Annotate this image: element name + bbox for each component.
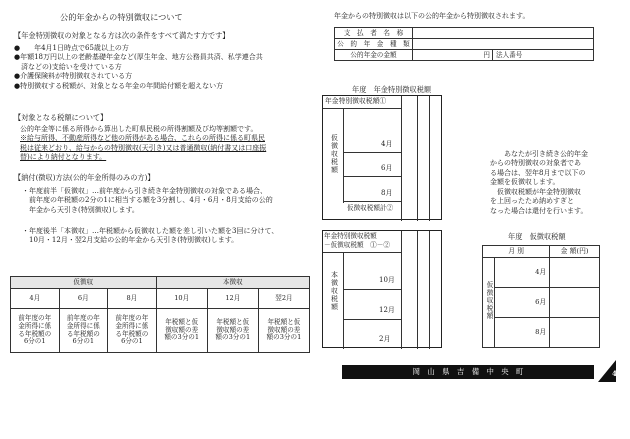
schedule-month: 10月 xyxy=(156,289,207,309)
schedule-month: 12月 xyxy=(207,289,258,309)
next-label-cell: 仮徴収税額 xyxy=(483,258,495,348)
tax-description xyxy=(20,125,320,163)
next-month: 4月 xyxy=(495,258,550,288)
note-line: 仮徴収税額が年金特別徴収 xyxy=(497,187,581,196)
condition-item: ●介護保険料が特別徴収されている方 xyxy=(14,72,133,81)
note-line: なった場合は還付を行います。 xyxy=(490,206,588,215)
schedule-month: 翌2月 xyxy=(258,289,309,309)
refund-note xyxy=(490,150,620,216)
main-month: 12月 xyxy=(379,306,395,314)
schedule-group-provisional: 仮徴収 xyxy=(11,277,157,289)
tax-line: 税は従来どおり、給与からの特別徴収(天引き)又は普通徴収(納付書又は口座振 xyxy=(20,143,267,152)
tax-heading: 【対象となる税額について】 xyxy=(14,113,108,122)
next-col-month: 月 別 xyxy=(483,246,550,258)
main-label: 本徴収税額 xyxy=(330,271,339,311)
conditions-heading: 【年金特別徴収の対象となる方は次の条件をすべて満たす方です】 xyxy=(14,31,230,40)
method-line: 10月・12月・翌2月支給の公的年金から天引き(特別徴収)します。 xyxy=(22,236,239,245)
tax-line: 公的年金等に係る所得から算出した町県民税の所得割額及び均等割額です。 xyxy=(20,125,258,133)
schedule-cell: 前年度の年 金所得に係 る年税額の 6分の1 xyxy=(108,309,157,353)
after-provisional-formula: －仮徴収税額 ①－② xyxy=(324,241,390,249)
note-line: る場合は、翌年8月まで以下の xyxy=(490,168,586,177)
provisional-month: 6月 xyxy=(381,164,393,172)
condition-item: 済などの)支給いを受けている方 xyxy=(14,62,122,71)
method-provisional xyxy=(22,187,322,215)
method-line: ・年度後半「本徴収」…年税額から仮徴収した額を差し引いた額を3回に分けて、 xyxy=(22,227,279,235)
note-line: からの特別徴収の対象者であ xyxy=(490,159,581,168)
main-month: 10月 xyxy=(379,276,395,284)
tax-form-upper xyxy=(322,95,442,220)
note-line: を上回ったため納めすぎと xyxy=(490,197,574,206)
schedule-cell: 前年度の年 金所得に係 る年税額の 6分の1 xyxy=(11,309,60,353)
next-year-title: 年度 仮徴収税額 xyxy=(508,232,566,241)
schedule-month: 4月 xyxy=(11,289,60,309)
payer-label: 公 的 年 金 種 類 xyxy=(335,39,413,50)
provisional-total-label: 仮徴収税額計② xyxy=(347,204,394,212)
condition-item: ●特別徴収する税額が、対象となる年金の年間給付額を超えない方 xyxy=(14,81,224,90)
tax-amount-1-label: 年金特別徴収税額① xyxy=(325,97,387,105)
next-year-table xyxy=(482,245,600,348)
schedule-month: 8月 xyxy=(108,289,157,309)
schedule-cell: 年税額と仮 徴収額の差 額の3分の1 xyxy=(207,309,258,353)
next-month: 6月 xyxy=(495,288,550,318)
condition-item: ● 年4月1日時点で65歳以上の方 xyxy=(14,44,129,52)
yen-unit: 円 xyxy=(413,50,493,61)
corp-number-label: 法人番号 xyxy=(493,50,594,61)
payer-label: 公的年金の金額 xyxy=(335,50,413,61)
tax-line: ※給与所得、不動産所得など他の所得がある場合、これらの所得に係る町県民 xyxy=(20,134,265,143)
schedule-cell: 前年度の年 金所得に係 る年税額の 6分の1 xyxy=(59,309,108,353)
note-line: あなたが引き続き公的年金 xyxy=(504,150,588,158)
method-line: ・年度前半「仮徴収」…前年度から引き続き年金特別徴収の対象である場合、 xyxy=(22,187,267,195)
schedule-cell: 年税額と仮 徴収額の差 額の3分の1 xyxy=(156,309,207,353)
schedule-group-main: 本徴収 xyxy=(156,277,309,289)
schedule-month: 6月 xyxy=(59,289,108,309)
method-line: 年金から天引き(特別徴収)します。 xyxy=(22,205,139,214)
page-number: 4 xyxy=(612,369,617,378)
payer-table xyxy=(334,27,594,61)
payer-label: 支 払 者 名 称 xyxy=(335,28,413,39)
footer-bar: 岡 山 県 吉 備 中 央 町 xyxy=(342,365,594,379)
next-month: 8月 xyxy=(495,318,550,348)
tax-form-lower xyxy=(322,230,442,348)
condition-item: ●年額18万円以上の老齢基礎年金など(厚生年金、地方公務員共済、私学連合共 xyxy=(14,53,263,62)
main-month: 2月 xyxy=(379,335,391,343)
note-line: 金額を仮徴収します。 xyxy=(490,178,560,187)
tax-line: 替)により納付となります。 xyxy=(20,153,107,162)
method-line: 前年度の年税額の2分の1に相当する額を3分割し、4月・6月・8月支給の公的 xyxy=(22,196,273,205)
tax-year-header: 年度 年金特別徴収税額 xyxy=(352,85,432,94)
provisional-month: 8月 xyxy=(381,189,393,197)
schedule-table xyxy=(10,276,310,353)
page-title: 公的年金からの特別徴収について xyxy=(60,12,183,22)
provisional-month: 4月 xyxy=(381,140,393,148)
provisional-label: 仮徴収税額 xyxy=(330,134,339,174)
schedule-cell: 年税額と仮 徴収額の差 額の3分の1 xyxy=(258,309,309,353)
method-heading: 【納付(徴収)方法(公的年金所得のみの方)】 xyxy=(14,173,155,182)
method-main xyxy=(22,227,322,246)
after-provisional-label: 年金特別徴収税額 xyxy=(324,232,377,240)
right-intro: 年金からの特別徴収は以下の公的年金から特別徴収されます。 xyxy=(334,12,530,20)
conditions-list xyxy=(14,44,314,91)
next-col-amount: 金 額(円) xyxy=(550,246,600,258)
